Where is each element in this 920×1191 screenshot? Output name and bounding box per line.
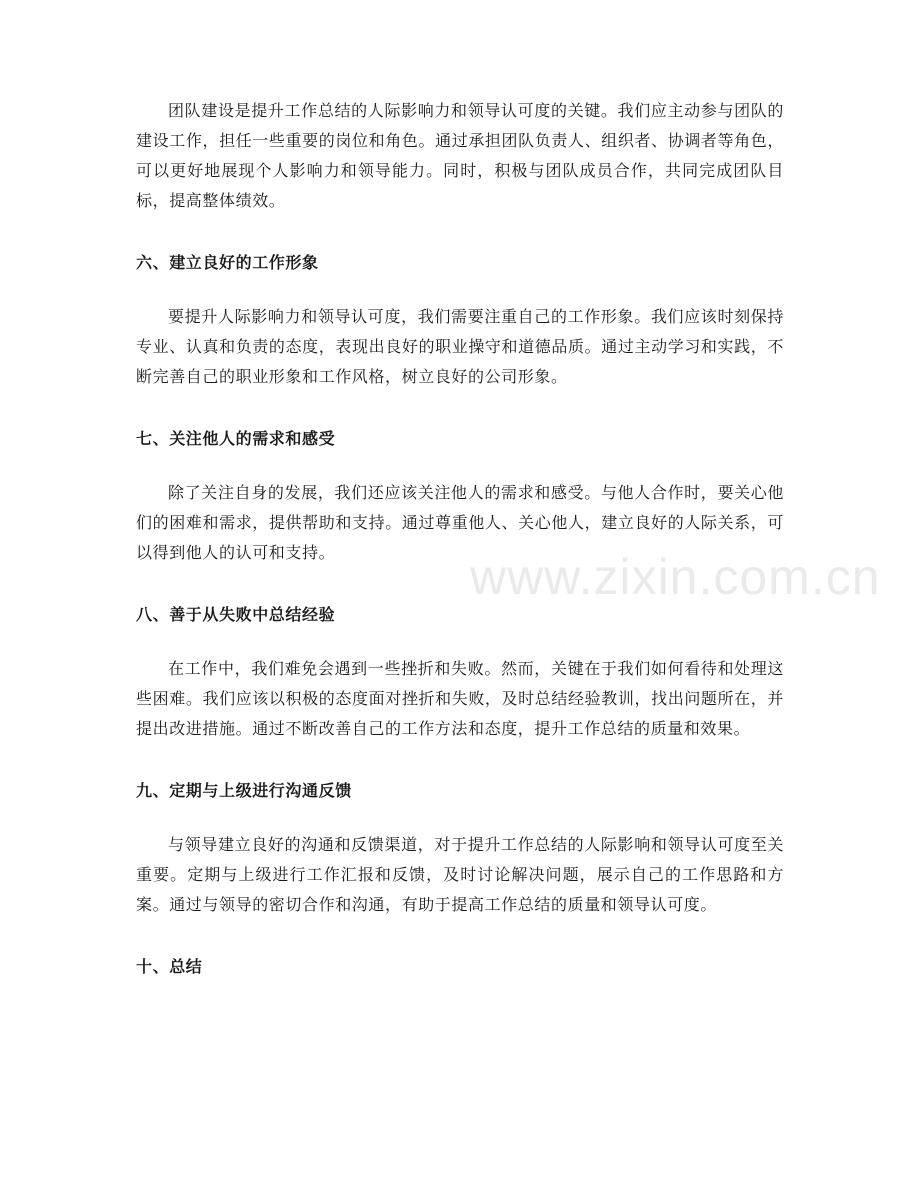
heading-section-7: 七、关注他人的需求和感受	[136, 429, 336, 448]
heading-section-8: 八、善于从失败中总结经验	[136, 605, 336, 624]
paragraph-communication-feedback: 与领导建立良好的沟通和反馈渠道，对于提升工作总结的人际影响和领导认可度至关重要。定期与上级进行工作汇报和反馈，及时讨论解决问题，展示自己的工作思路和方案。通过与领导的密切合作和沟通，有助于提高工作总结的质量和领导认可度。	[136, 835, 784, 914]
paragraph-team-building: 团队建设是提升工作总结的人际影响力和领导认可度的关键。我们应主动参与团队的建设工作，担任一些重要的岗位和角色。通过承担团队负责人、组织者、协调者等角色，可以更好地展现个人影响力和领导能力。同时，积极与团队成员合作，共同完成团队目标，提高整体绩效。	[136, 101, 784, 210]
heading-section-10: 十、总结	[136, 957, 203, 976]
document-body	[136, 96, 784, 982]
paragraph-others-needs: 除了关注自身的发展，我们还应该关注他人的需求和感受。与他人合作时，要关心他们的困难和需求，提供帮助和支持。通过尊重他人、关心他人，建立良好的人际关系，可以得到他人的认可和支持。	[136, 483, 784, 562]
watermark-text: www.zixin.com.cn	[470, 549, 881, 605]
heading-section-6: 六、建立良好的工作形象	[136, 253, 319, 272]
paragraph-learn-from-failure: 在工作中，我们难免会遇到一些挫折和失败。然而，关键在于我们如何看待和处理这些困难。我们应该以积极的态度面对挫折和失败，及时总结经验教训，找出问题所在，并提出改进措施。通过不断改善自己的工作方法和态度，提升工作总结的质量和效果。	[136, 659, 784, 738]
heading-section-9: 九、定期与上级进行沟通反馈	[136, 781, 352, 800]
paragraph-work-image: 要提升人际影响力和领导认可度，我们需要注重自己的工作形象。我们应该时刻保持专业、认真和负责的态度，表现出良好的职业操守和道德品质。通过主动学习和实践，不断完善自己的职业形象和工作风格，树立良好的公司形象。	[136, 307, 784, 386]
